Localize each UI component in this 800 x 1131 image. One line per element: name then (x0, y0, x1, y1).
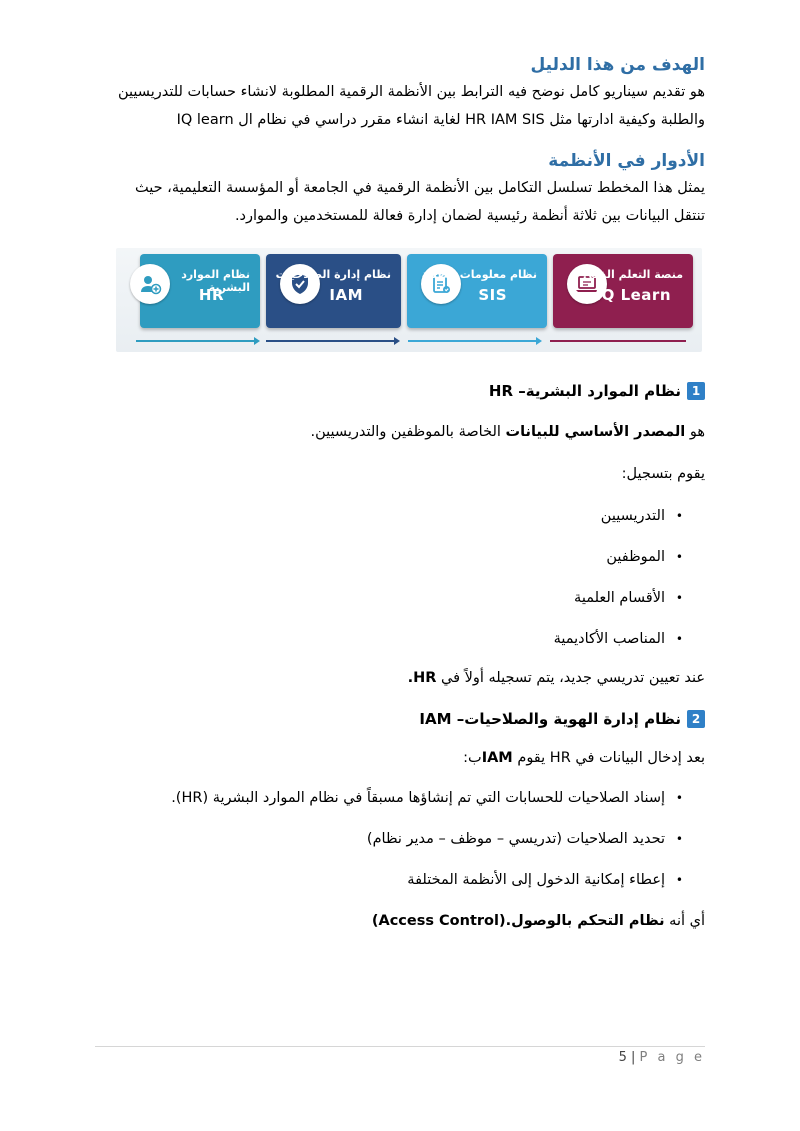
list-item: • الأقسام العلمية (95, 588, 665, 608)
hr-definition: هو المصدر الأساسي للبيانات الخاصة بالموظفين والتدريسيين. (310, 424, 705, 440)
iam-title-text: نظام إدارة الهوية والصلاحيات– IAM (419, 710, 681, 728)
list-item: • المناصب الأكاديمية (95, 629, 665, 649)
roles-line-2: تنتقل البيانات بين ثلاثة أنظمة رئيسية لضمان إدارة فعالة للمستخدمين والموارد. (234, 208, 705, 224)
hr-system-box (140, 254, 260, 328)
page-separator: | (631, 1050, 636, 1065)
list-item: • إعطاء إمكانية الدخول إلى الأنظمة المختلفة (95, 870, 665, 890)
list-item: • تحديد الصلاحيات (تدريسي – موظف – مدير نظام) (95, 829, 665, 849)
list-item: • الموظفين (95, 547, 665, 567)
list-item: • إسناد الصلاحيات للحسابات التي تم إنشاؤها مسبقاً في نظام الموارد البشرية (HR). (95, 788, 665, 808)
goal-line-1: هو تقديم سيناريو كامل نوضح فيه الترابط بين الأنظمة الرقمية المطلوبة لانشاء حسابات للتدريسيين (117, 84, 705, 100)
page-label: P a g e (639, 1050, 705, 1065)
hr-note: عند تعيين تدريسي جديد، يتم تسجيله أولاً في HR. (407, 670, 705, 686)
iqlearn-box-abbr: IQ Learn (595, 286, 671, 304)
goal-heading: الهدف من هذا الدليل (530, 55, 705, 75)
sis-box-abbr: SIS (478, 286, 507, 304)
hr-box-abbr: HR (198, 286, 224, 304)
page-footer (95, 1050, 705, 1065)
iam-box-title: نظام إدارة الصلاحيات (275, 268, 391, 281)
iqlearn-system-box (553, 254, 693, 328)
iam-summary: أي أنه نظام التحكم بالوصول.(Access Control) (371, 913, 705, 929)
footer-divider (95, 1046, 705, 1047)
systems-flow-diagram (116, 248, 702, 352)
hr-items-list (95, 506, 705, 649)
hr-registers-label: يقوم بتسجيل: (621, 466, 705, 482)
hr-section-title (95, 382, 705, 400)
sis-box-title: نظام معلومات الطلبة (421, 268, 537, 281)
page-number: 5 (618, 1050, 627, 1065)
section-number-badge: 2 (687, 710, 705, 728)
section-number-badge: 1 (687, 382, 705, 400)
iam-items-list (95, 788, 705, 890)
flow-arrows (136, 336, 696, 346)
hr-title-text: نظام الموارد البشرية– HR (488, 382, 681, 400)
iam-intro: بعد إدخال البيانات في HR يقوم IAMب: (463, 750, 705, 766)
sis-system-box (407, 254, 547, 328)
iam-box-abbr: IAM (329, 286, 363, 304)
list-item: • التدريسيين (95, 506, 665, 526)
iqlearn-box-title: منصة التعلم الذكي (583, 268, 683, 281)
goal-line-2: والطلبة وكيفية ادارتها مثل HR IAM SIS لغاية انشاء مقرر دراسي في نظام ال IQ learn (176, 112, 705, 128)
iam-system-box (266, 254, 401, 328)
iam-section-title (95, 710, 705, 728)
roles-line-1: يمثل هذا المخطط تسلسل التكامل بين الأنظمة الرقمية في الجامعة أو المؤسسة التعليمية، حيث (134, 180, 705, 196)
hr-box-title: نظام الموارد البشرية (181, 268, 250, 294)
roles-heading: الأدوار في الأنظمة (548, 151, 705, 171)
document-page (95, 52, 705, 935)
